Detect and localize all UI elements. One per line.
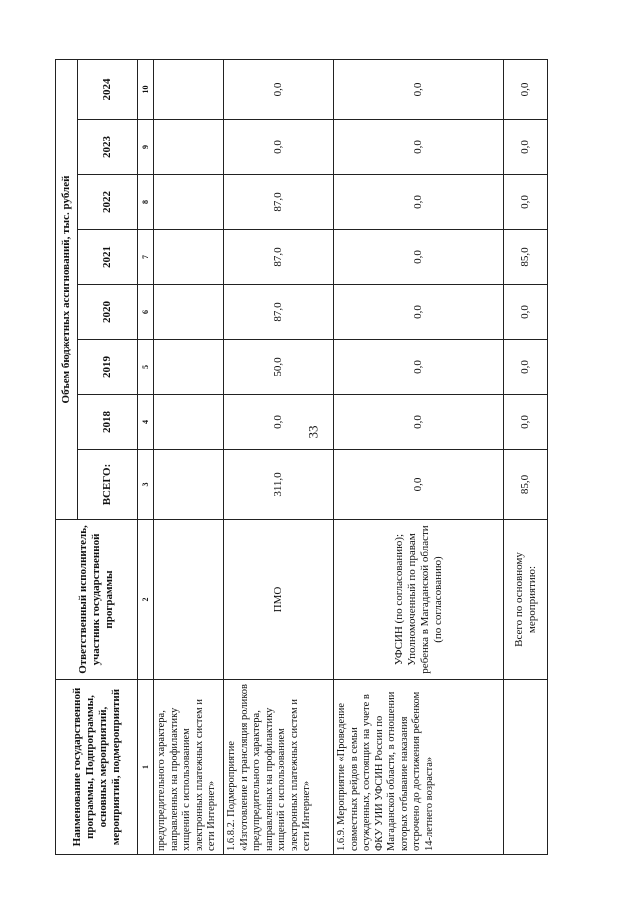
row-name-cell: предупредительного характера, направленных на профилактику хищений с использованием электронных платежных систем и сети Интернет» [154, 680, 224, 855]
column-number: 5 [138, 340, 154, 395]
table-row-total [504, 59, 548, 854]
column-number: 4 [138, 395, 154, 450]
value-cell: 0,0 [334, 340, 504, 395]
row-executor-cell: Всего по основному мероприятию: [504, 520, 548, 680]
value-cell [154, 230, 224, 285]
table-row [154, 59, 224, 854]
page-number: 33 [305, 425, 321, 439]
value-cell: 0,0 [334, 175, 504, 230]
column-number-row [138, 59, 154, 854]
value-cell: 0,0 [504, 175, 548, 230]
value-cell [154, 175, 224, 230]
budget-table [55, 59, 548, 855]
column-number: 2 [138, 520, 154, 680]
value-cell: 85,0 [504, 230, 548, 285]
row-name-cell [504, 680, 548, 855]
value-cell: 311,0 [224, 450, 334, 520]
value-cell: 0,0 [224, 395, 334, 450]
row-name-cell: 1.6.8.2. Подмероприятие «Изготовление и трансляция роликов предупредительного характера, направленных на профилактику хищений с использованием электронных платежных систем и сети Интернет» [224, 680, 334, 855]
column-number: 10 [138, 59, 154, 119]
value-cell [154, 340, 224, 395]
value-cell: 0,0 [224, 59, 334, 119]
header-executor-column: Ответственный исполнитель, участник государственной программы [56, 520, 138, 680]
value-cell: 0,0 [504, 120, 548, 175]
value-cell: 0,0 [504, 285, 548, 340]
column-number: 1 [138, 680, 154, 855]
value-cell: 87,0 [224, 230, 334, 285]
header-year: 2022 [78, 175, 138, 230]
header-year: 2023 [78, 120, 138, 175]
row-name-cell: 1.6.9. Мероприятие «Проведение совместных рейдов в семьи осужденных, состоящих на учете в ФКУ УИИ УФСИН России по Магаданской области, в отношении которых отбывание наказания отсрочено до достижения ребенком 14-летнего возраста» [334, 680, 504, 855]
value-cell: 0,0 [504, 395, 548, 450]
header-year: 2020 [78, 285, 138, 340]
value-cell: 87,0 [224, 175, 334, 230]
value-cell: 85,0 [504, 450, 548, 520]
header-year: 2019 [78, 340, 138, 395]
table-row [334, 59, 504, 854]
value-cell [154, 59, 224, 119]
row-executor-cell: ПМО [224, 520, 334, 680]
value-cell: 0,0 [334, 230, 504, 285]
value-cell: 0,0 [334, 395, 504, 450]
value-cell: 0,0 [334, 285, 504, 340]
row-executor-cell [154, 520, 224, 680]
header-year: 2018 [78, 395, 138, 450]
value-cell [154, 285, 224, 340]
value-cell: 0,0 [334, 120, 504, 175]
value-cell [154, 395, 224, 450]
header-row-group [56, 59, 78, 854]
column-number: 9 [138, 120, 154, 175]
header-year: 2024 [78, 59, 138, 119]
header-year: 2021 [78, 230, 138, 285]
value-cell [154, 120, 224, 175]
header-budget-group: Объем бюджетных ассигнований, тыс. рублей [56, 59, 78, 519]
value-cell: 50,0 [224, 340, 334, 395]
value-cell: 87,0 [224, 285, 334, 340]
value-cell: 0,0 [504, 340, 548, 395]
value-cell: 0,0 [224, 120, 334, 175]
column-number: 8 [138, 175, 154, 230]
table-row [224, 59, 334, 854]
column-number: 7 [138, 230, 154, 285]
header-total: ВСЕГО: [78, 450, 138, 520]
column-number: 3 [138, 450, 154, 520]
value-cell: 0,0 [334, 450, 504, 520]
value-cell [154, 450, 224, 520]
value-cell: 0,0 [504, 59, 548, 119]
column-number: 6 [138, 285, 154, 340]
row-executor-cell: УФСИН (по согласованию); Уполномоченный по правам ребенка в Магаданской области (по согласованию) [334, 520, 504, 680]
budget-table-rotated [55, 60, 543, 855]
header-name-column: Наименование государственной программы, Подпрограммы, основных мероприятий, мероприятий, подмероприятий [56, 680, 138, 855]
value-cell: 0,0 [334, 59, 504, 119]
